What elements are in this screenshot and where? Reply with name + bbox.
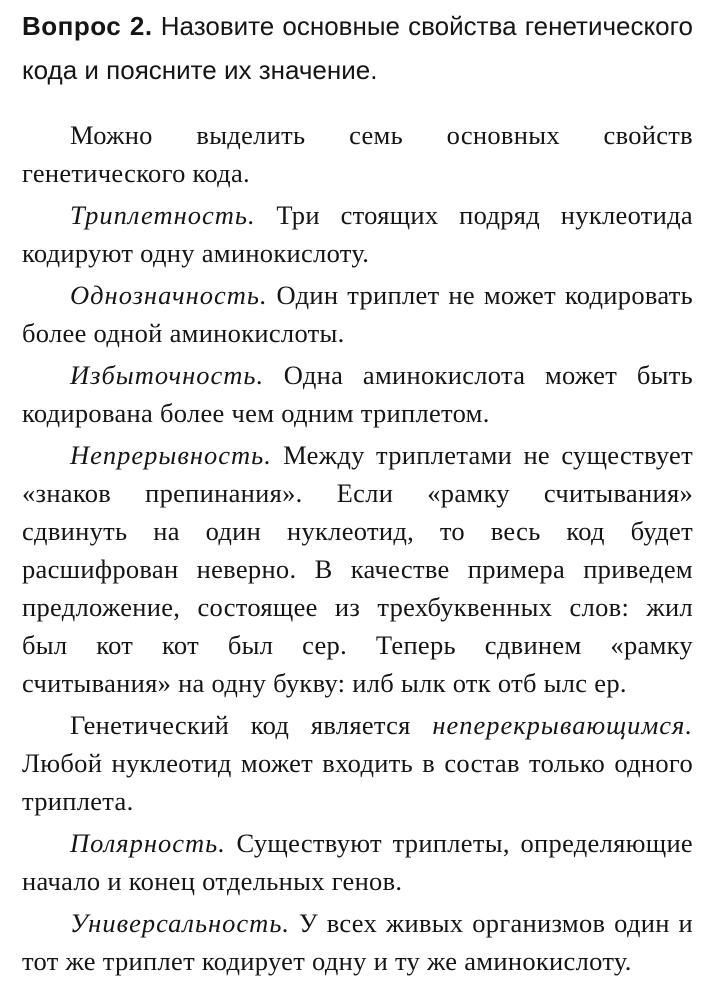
question-block xyxy=(22,4,693,92)
property-text: У всех живых организмов один и тот же триплет кодирует одну и ту же аминокислоту. xyxy=(22,908,693,976)
property-term: Универсальность. xyxy=(70,908,291,938)
property-prefix: Генетический код является xyxy=(70,710,411,740)
property-polarity xyxy=(22,824,693,900)
answer-block xyxy=(22,116,693,980)
property-continuity xyxy=(22,436,693,702)
answer-intro: Можно выделить семь основных свойств генетического кода. xyxy=(22,120,693,188)
property-text: Любой нуклеотид может входить в состав только одного триплета. xyxy=(22,748,693,816)
property-tripletness xyxy=(22,196,693,272)
property-universality xyxy=(22,904,693,980)
property-unambiguity xyxy=(22,276,693,352)
property-text: Существуют триплеты, определяющие начало и конец отдельных генов. xyxy=(22,828,693,896)
question-label: Вопрос 2. xyxy=(22,11,153,41)
property-redundancy xyxy=(22,356,693,432)
property-term: Триплетность. xyxy=(70,200,256,230)
property-text: Три стоящих подряд нуклеотида кодируют одну аминокислоту. xyxy=(22,200,693,268)
property-text: Между триплетами не существует «знаков препинания». Если «рамку считывания» сдвинуть на один нуклеотид, то весь код будет расшифрован неверно. В качестве примера приведем предложение, состоящее из трехбуквенных слов: жил был кот кот был сер. Теперь сдвинем «рамку считывания» на одну букву: илб ылк отк отб ылс ер. xyxy=(22,440,693,698)
question-text: Назовите основные свойства генетического кода и поясните их значение. xyxy=(22,11,693,85)
property-non-overlapping xyxy=(22,706,693,820)
property-term: неперекрывающимся. xyxy=(432,710,693,740)
property-term: Избыточность. xyxy=(70,360,265,390)
property-text: Один триплет не может кодировать более одной аминокислоты. xyxy=(22,280,693,348)
property-term: Полярность. xyxy=(70,828,226,858)
property-text: Одна аминокислота может быть кодирована более чем одним триплетом. xyxy=(22,360,693,428)
property-term: Однозначность. xyxy=(70,280,268,310)
property-term: Непрерывность. xyxy=(70,440,272,470)
